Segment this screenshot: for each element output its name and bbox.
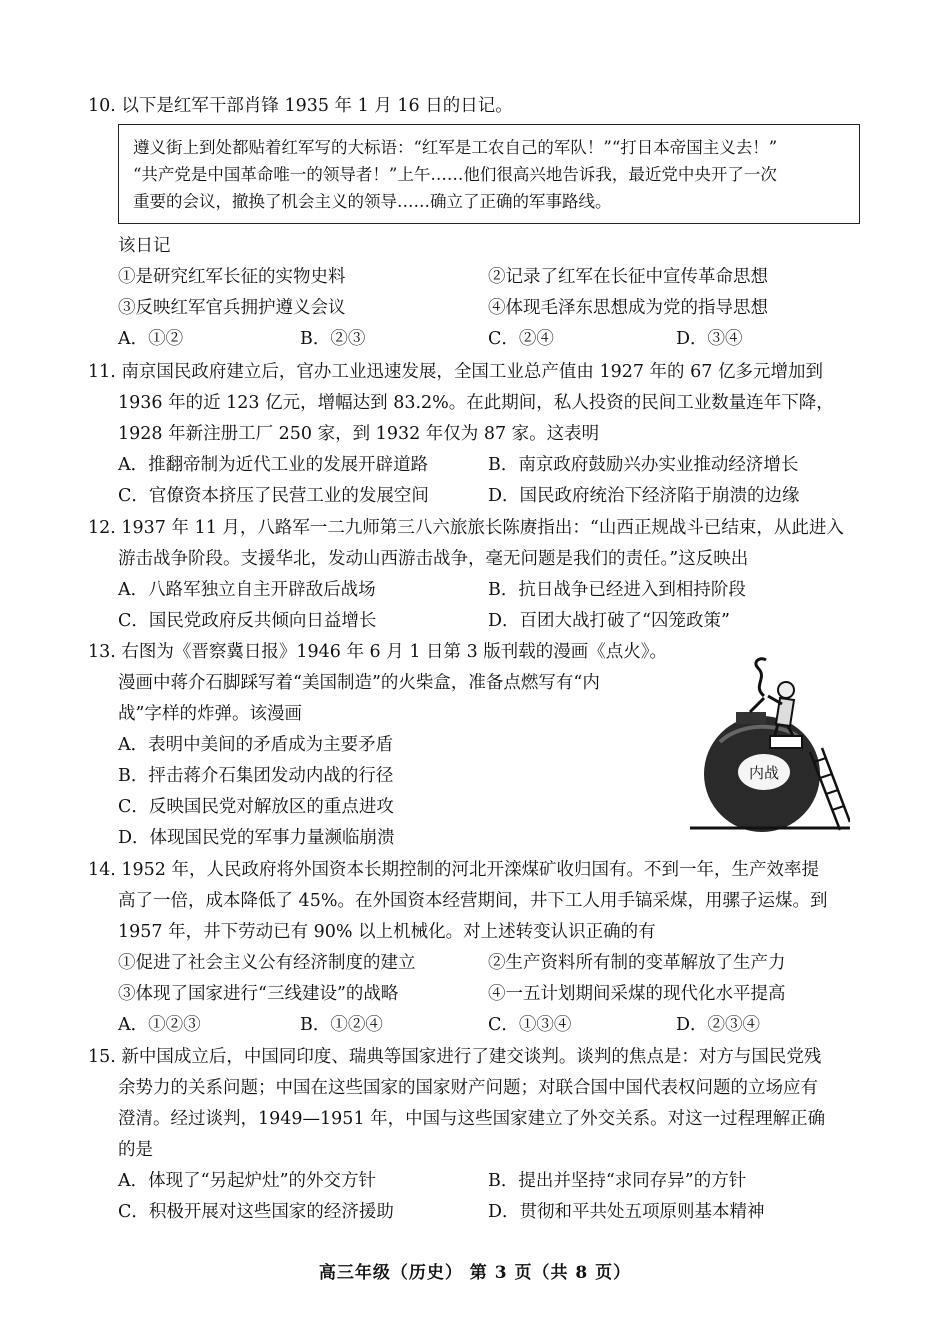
q11-stem-line-3: 1928 年新注册工厂 250 家，到 1932 年仅为 87 家。这表明	[118, 424, 600, 444]
q10-quote-line-2: “共产党是中国革命唯一的领导者！”上午……他们很高兴地告诉我，最近党中央开了一次	[133, 165, 777, 184]
q15-stem-line-2: 余势力的关系问题；中国在这些国家的国家财产问题；对联合国中国代表权问题的立场应有	[118, 1078, 818, 1098]
q13-option-b[interactable]: B．抨击蒋介石集团发动内战的行径	[118, 766, 394, 786]
q14-option-d[interactable]: D．②③④	[676, 1015, 761, 1035]
q10-quote-box	[118, 124, 860, 224]
q14-item-2: ②生产资料所有制的变革解放了生产力	[488, 953, 786, 973]
cartoon-image	[690, 652, 850, 834]
q14-option-c[interactable]: C．①③④	[488, 1015, 572, 1035]
q11-stem-line-2: 1936 年的近 123 亿元，增幅达到 83.2%。在此期间，私人投资的民间工业数量连年下降，	[118, 393, 834, 413]
q11-option-b[interactable]: B．南京政府鼓励兴办实业推动经济增长	[488, 455, 799, 475]
q13-stem-line-2: 漫画中蒋介石脚踩写着“美国制造”的火柴盒，准备点燃写有“内	[118, 673, 600, 693]
q13-stem-line-1: 13. 右图为《晋察冀日报》1946 年 6 月 1 日第 3 版刊载的漫画《点火》。	[88, 642, 668, 662]
q10-option-b[interactable]: B．②③	[300, 329, 366, 349]
q15-stem-line-4: 的是	[118, 1140, 153, 1160]
q12-option-a[interactable]: A．八路军独立自主开辟敌后战场	[118, 580, 376, 600]
q14-option-a[interactable]: A．①②③	[118, 1015, 201, 1035]
bomb-label: 内战	[748, 766, 780, 782]
q13-option-d[interactable]: D．体现国民党的军事力量濒临崩溃	[118, 828, 395, 848]
q15-stem-line-1: 15. 新中国成立后，中国同印度、瑞典等国家进行了建交谈判。谈判的焦点是：对方与国民党残	[88, 1047, 822, 1067]
smoke-icon	[756, 659, 766, 696]
q10-lead: 该日记	[118, 236, 171, 256]
q11-option-c[interactable]: C．官僚资本挤压了民营工业的发展空间	[118, 486, 429, 506]
q10-item-3: ③反映红军官兵拥护遵义会议	[118, 298, 346, 318]
q14-stem-line-1: 14. 1952 年，人民政府将外国资本长期控制的河北开滦煤矿收归国有。不到一年，生产效率提	[88, 860, 819, 880]
q10-option-c[interactable]: C．②④	[488, 329, 554, 349]
q14-stem-line-3: 1957 年，井下劳动已有 90% 以上机械化。对上述转变认识正确的有	[118, 922, 656, 942]
q13-stem-line-3: 战”字样的炸弹。该漫画	[118, 704, 302, 724]
q15-option-b[interactable]: B．提出并坚持“求同存异”的方针	[488, 1171, 747, 1191]
q10-stem: 10. 以下是红军干部肖锋 1935 年 1 月 16 日的日记。	[88, 96, 513, 116]
q10-option-a[interactable]: A．①②	[118, 329, 184, 349]
q14-item-3: ③体现了国家进行“三线建设”的战略	[118, 984, 399, 1004]
q11-option-d[interactable]: D．国民政府统治下经济陷于崩溃的边缘	[488, 486, 800, 506]
q14-item-4: ④一五计划期间采煤的现代化水平提高	[488, 984, 786, 1004]
q12-option-b[interactable]: B．抗日战争已经进入到相持阶段	[488, 580, 746, 600]
q10-item-4: ④体现毛泽东思想成为党的指导思想	[488, 298, 768, 318]
q13-option-a[interactable]: A．表明中美间的矛盾成为主要矛盾	[118, 735, 394, 755]
q15-option-a[interactable]: A．体现了“另起炉灶”的外交方针	[118, 1171, 377, 1191]
q15-option-c[interactable]: C．积极开展对这些国家的经济援助	[118, 1202, 394, 1222]
q12-stem-line-2: 游击战争阶段。支援华北，发动山西游击战争，毫无问题是我们的责任。”这反映出	[118, 549, 749, 569]
q10-option-d[interactable]: D．③④	[676, 329, 743, 349]
q10-item-1: ①是研究红军长征的实物史料	[118, 267, 346, 287]
q12-option-c[interactable]: C．国民党政府反共倾向日益增长	[118, 611, 377, 631]
q14-stem-line-2: 高了一倍，成本降低了 45%。在外国资本经营期间，井下工人用手镐采煤，用骡子运煤。到	[118, 891, 828, 911]
q13-option-c[interactable]: C．反映国民党对解放区的重点进攻	[118, 797, 394, 817]
q10-quote-line-3: 重要的会议，撤换了机会主义的领导……确立了正确的军事路线。	[133, 192, 612, 211]
q10-quote-line-1: 遵义街上到处都贴着红军写的大标语：“红军是工农自己的军队！”“打日本帝国主义去！”	[133, 138, 778, 157]
q12-option-d[interactable]: D．百团大战打破了“囚笼政策”	[488, 611, 730, 631]
q12-stem-line-1: 12. 1937 年 11 月，八路军一二九师第三八六旅旅长陈赓指出：“山西正规战斗已结束，从此进入	[88, 518, 844, 538]
q11-option-a[interactable]: A．推翻帝制为近代工业的发展开辟道路	[118, 455, 429, 475]
page-footer: 高三年级（历史） 第 3 页（共 8 页）	[318, 1263, 632, 1283]
q10-item-2: ②记录了红军在长征中宣传革命思想	[488, 267, 768, 287]
q14-option-b[interactable]: B．①②④	[300, 1015, 383, 1035]
q11-stem-line-1: 11. 南京国民政府建立后，官办工业迅速发展，全国工业总产值由 1927 年的 67 亿多元增加到	[88, 362, 823, 382]
matchbox-icon	[770, 736, 802, 748]
q15-option-d[interactable]: D．贯彻和平共处五项原则基本精神	[488, 1202, 765, 1222]
q14-item-1: ①促进了社会主义公有经济制度的建立	[118, 953, 416, 973]
figure-icon	[778, 682, 794, 698]
q15-stem-line-3: 澄清。经过谈判，1949—1951 年，中国与这些国家建立了外交关系。对这一过程理解正确	[118, 1109, 826, 1129]
